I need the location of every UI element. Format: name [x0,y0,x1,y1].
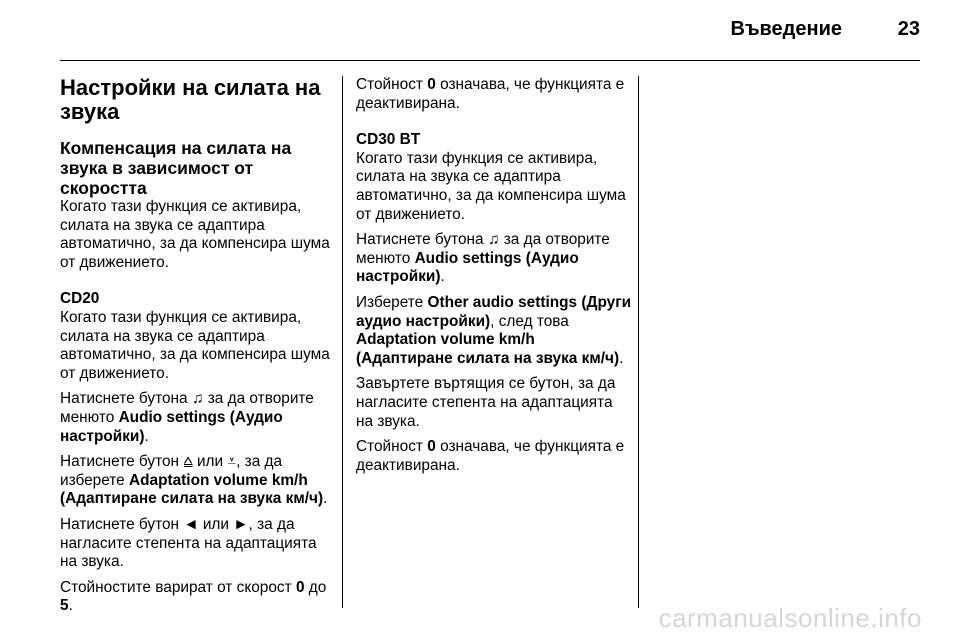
page-number: 23 [897,18,920,40]
menu-name: Other audio settings (Други аудио настройки) [356,293,632,330]
text-run: Натиснете бутона [60,390,192,408]
text-run: , за да изберете [60,453,283,489]
main-heading: Настройки на силата на звука [60,75,321,124]
text-run: Стойност [356,76,428,93]
column-divider-1 [342,76,343,608]
cd30-value-zero-paragraph [356,438,632,475]
text-run: Стойностите варират от скорост [60,578,296,596]
subheading: Компенсация на силата на звука в зависимост от скоростта [60,138,292,198]
music-note-icon: ♫ [191,390,204,408]
text-run: . [440,268,445,286]
text-run: означава, че функцията е деактивирана. [356,438,625,474]
page-header [0,14,960,54]
section-title: Въведение [730,18,842,40]
setting-name: Adaptation volume km/h (Адаптиране силата на звука км/ч) [60,471,324,508]
right-arrow-icon: ► [233,515,249,533]
up-button-icon: ⩠ [183,453,193,471]
setting-name: Adaptation volume km/h (Адаптиране силата на звука км/ч) [356,331,620,367]
text-run: за да отворите менюто [60,390,314,426]
text-run: означава, че функцията е деактивирана. [356,76,625,112]
cd30-paragraph: Когато тази функция се активира, силата на звука се адаптира автоматично, за да компенсира шума от движението. [356,149,626,223]
cd30-open-menu-paragraph [356,231,632,287]
text-run: за да отворите менюто [356,231,610,267]
value-zero-paragraph [356,76,632,113]
text-run: , след това [490,312,569,330]
cd30-heading: CD30 BT [356,131,421,149]
right-column [356,76,632,475]
down-button-icon: ⩡ [227,453,237,471]
text-run: или [198,515,234,533]
text-run: Натиснете бутон [60,453,184,471]
cd20-select-paragraph [60,453,336,509]
watermark: carmanualsonline.info [658,603,922,633]
value-min: 0 [295,578,305,596]
intro-paragraph: Когато тази функция се активира, силата на звука се адаптира автоматично, за да компенсира шума от движението. [60,198,330,271]
cd30-adjust-paragraph: Завъртете въртящия се бутон, за да нагласите степента на адаптацията на звука. [356,375,616,430]
cd20-paragraph: Когато тази функция се активира, силата на звука се адаптира автоматично, за да компенсира шума от движението. [60,308,330,382]
text-run: до [304,578,327,596]
menu-name: Audio settings (Аудио настройки) [356,249,579,286]
cd20-range-paragraph [60,579,336,616]
value-max: 5 [60,597,69,615]
value-zero: 0 [427,438,436,456]
text-run: Изберете [356,293,428,311]
music-note-icon: ♫ [487,231,500,249]
cd20-open-menu-paragraph [60,390,336,446]
text-run: Натиснете бутона [356,231,488,249]
column-divider-2 [638,76,639,608]
text-run: или [192,453,228,471]
menu-name: Audio settings (Аудио настройки) [60,408,283,445]
header-divider [60,60,920,61]
text-run: . [68,597,73,615]
text-run: Натиснете бутон [60,515,184,533]
text-run: . [323,490,328,508]
text-run: Стойност [356,438,428,456]
cd20-heading: CD20 [60,290,100,308]
value-zero: 0 [427,76,436,93]
left-column [60,76,336,616]
text-run: . [144,427,149,445]
left-arrow-icon: ◄ [183,515,199,533]
cd20-adjust-paragraph [60,516,336,572]
text-run: , за да нагласите степента на адаптацията на звука. [60,515,317,571]
text-run: . [619,349,624,367]
cd30-select-paragraph [356,294,632,368]
